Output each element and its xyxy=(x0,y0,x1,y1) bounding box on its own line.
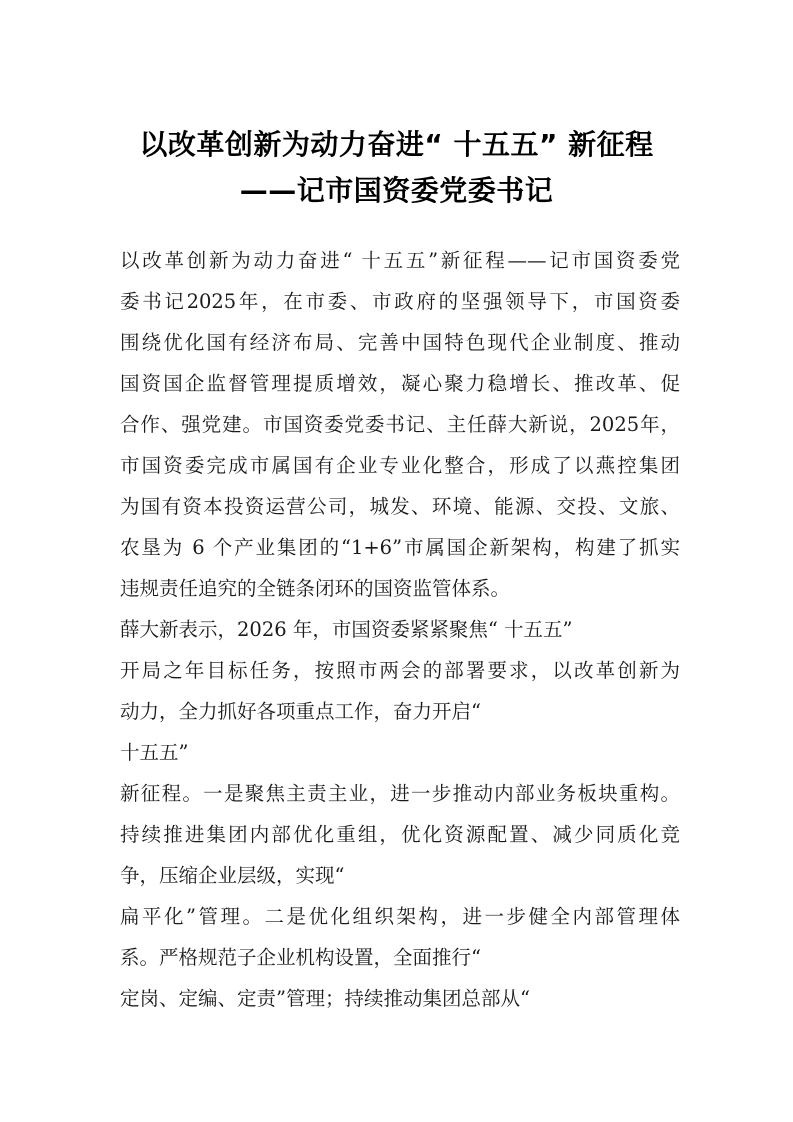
paragraph-line: 动力，全力抓好各项重点工作，奋力开启“ xyxy=(120,700,481,723)
paragraph-line: 为国有资本投资运营公司，城发、环境、能源、交投、文旅、 xyxy=(120,495,680,518)
paragraph-line: 以改革创新为动力奋进“ 十五五”新征程——记市国资委党 xyxy=(120,249,680,272)
paragraph-line: 系。严格规范子企业机构设置，全面推行“ xyxy=(120,946,481,969)
paragraph-line: 委书记2025年，在市委、市政府的坚强领导下，市国资委 xyxy=(120,290,680,313)
paragraph-line: 国资国企监督管理提质增效，凝心聚力稳增长、推改革、促 xyxy=(120,372,680,395)
document-body xyxy=(120,242,680,1021)
paragraph-line: 新征程。一是聚焦主责主业，进一步推动内部业务板块重构。 xyxy=(120,782,680,805)
paragraph-line: 违规责任追究的全链条闭环的国资监管体系。 xyxy=(120,577,511,600)
paragraph-line: 薛大新表示，2026 年，市国资委紧紧聚焦“ 十五五” xyxy=(120,618,573,641)
title-line-2: ——记市国资委党委书记 xyxy=(239,174,554,207)
paragraph-line: 持续推进集团内部优化重组，优化资源配置、减少同质化竞 xyxy=(120,823,680,846)
document-title xyxy=(0,122,793,214)
paragraph-line: 开局之年目标任务，按照市两会的部署要求，以改革创新为 xyxy=(120,659,680,682)
paragraph-line: 合作、强党建。市国资委党委书记、主任薛大新说，2025年， xyxy=(120,413,680,436)
paragraph-line: 定岗、定编、定责”管理；持续推动集团总部从“ xyxy=(120,987,530,1010)
paragraph-line: 围绕优化国有经济布局、完善中国特色现代企业制度、推动 xyxy=(120,331,680,354)
paragraph-line: 扁平化”管理。二是优化组织架构，进一步健全内部管理体 xyxy=(120,905,680,928)
title-line-1: 以改革创新为动力奋进“ 十五五” 新征程 xyxy=(139,128,654,161)
paragraph-line: 市国资委完成市属国有企业专业化整合，形成了以燕控集团 xyxy=(120,454,680,477)
paragraph-line: 农垦为 6 个产业集团的“1+6”市属国企新架构，构建了抓实 xyxy=(120,536,680,559)
paragraph-line: 十五五” xyxy=(120,741,189,764)
paragraph-line: 争，压缩企业层级，实现“ xyxy=(120,864,345,887)
